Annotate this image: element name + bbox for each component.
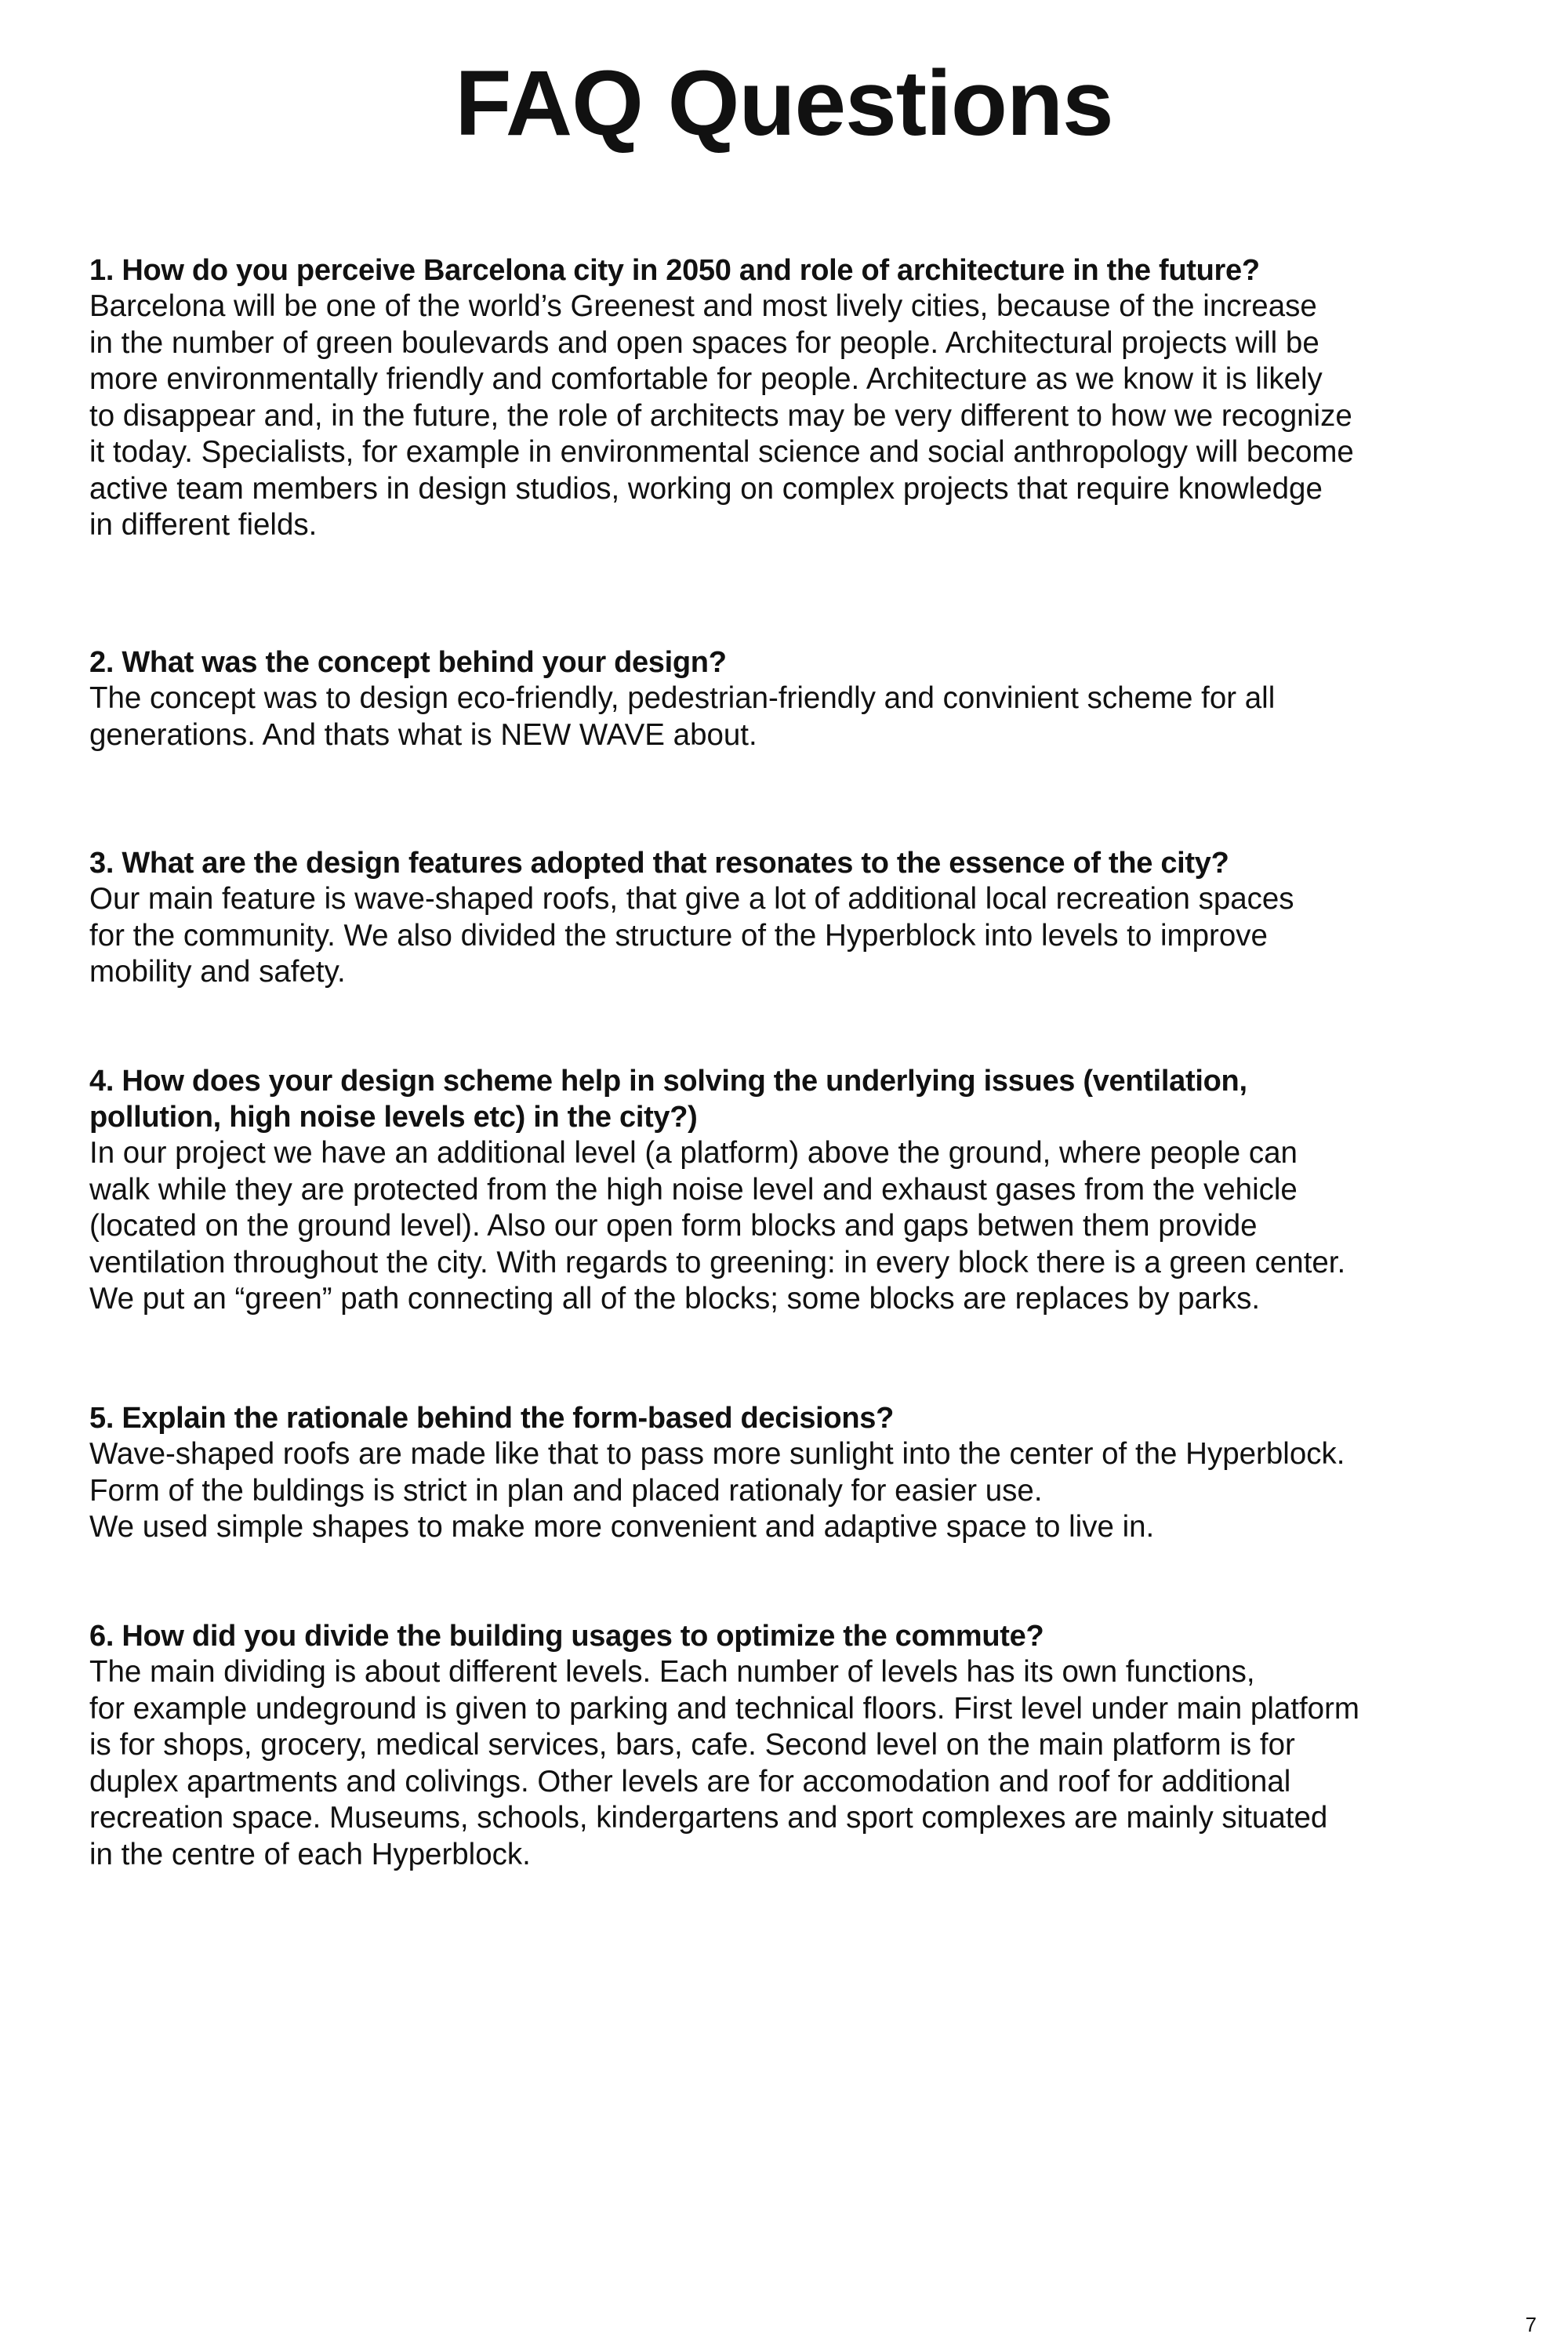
faq-answer-line: in the number of green boulevards and open spaces for people. Architectural projects will be [89,325,1319,360]
faq-answer-line: mobility and safety. [89,955,346,989]
faq-item-6 [89,1618,1532,1873]
faq-answer-line: We put an “green” path connecting all of the blocks; some blocks are replaces by parks. [89,1282,1261,1316]
faq-answer-line: (located on the ground level). Also our open form blocks and gaps betwen them provide [89,1209,1258,1243]
faq-answer-line: it today. Specialists, for example in environmental science and social anthropology will become [89,435,1354,469]
faq-item-5 [89,1400,1532,1546]
faq-answer-line: for example undeground is given to parking and technical floors. First level under main platform [89,1691,1359,1726]
faq-answer-line: ventilation throughout the city. With regards to greening: in every block there is a green center. [89,1245,1346,1279]
faq-question [89,845,1532,881]
faq-answer [89,1135,1532,1318]
faq-answer-line: recreation space. Museums, schools, kindergartens and sport complexes are mainly situated [89,1801,1328,1835]
faq-answer [89,1436,1532,1546]
faq-question [89,644,1532,681]
faq-answer-line: in the centre of each Hyperblock. [89,1837,531,1871]
faq-answer-line: in different fields. [89,508,318,542]
faq-answer-line: The concept was to design eco-friendly, pedestrian-friendly and convinient scheme for all [89,681,1276,715]
page-title: FAQ Questions [455,52,1113,155]
faq-question-line: 4. How does your design scheme help in solving the underlying issues (ventilation, [89,1065,1247,1098]
faq-answer-line: Form of the buldings is strict in plan and placed rationaly for easier use. [89,1473,1043,1508]
faq-answer [89,881,1532,991]
faq-answer-line: We used simple shapes to make more convenient and adaptive space to live in. [89,1510,1155,1544]
faq-answer-line: generations. And thats what is NEW WAVE about. [89,717,757,752]
faq-answer-line: to disappear and, in the future, the role of architects may be very different to how we recognize [89,398,1352,433]
faq-item-4 [89,1063,1532,1318]
faq-question-line: 6. How did you divide the building usages to optimize the commute? [89,1620,1044,1653]
faq-question [89,1063,1532,1135]
faq-answer-line: more environmentally friendly and comfortable for people. Architecture as we know it is likely [89,362,1323,396]
faq-question [89,1618,1532,1654]
faq-question-line: 1. How do you perceive Barcelona city in 2050 and role of architecture in the future? [89,254,1260,287]
faq-question-line: 2. What was the concept behind your design? [89,646,727,679]
faq-question [89,1400,1532,1436]
faq-answer-line: for the community. We also divided the structure of the Hyperblock into levels to improve [89,918,1268,953]
faq-answer-line: walk while they are protected from the high noise level and exhaust gases from the vehicle [89,1172,1298,1207]
faq-question-line: 3. What are the design features adopted that resonates to the essence of the city? [89,847,1229,880]
faq-answer [89,681,1532,753]
faq-item-3 [89,845,1532,991]
faq-question [89,252,1532,289]
faq-question-line: 5. Explain the rationale behind the form-based decisions? [89,1402,894,1435]
faq-answer-line: active team members in design studios, working on complex projects that require knowledge [89,471,1323,506]
faq-answer [89,289,1532,544]
page-number: 7 [1525,2313,1537,2336]
faq-answer-line: duplex apartments and colivings. Other levels are for accomodation and roof for additional [89,1764,1291,1798]
faq-answer-line: The main dividing is about different levels. Each number of levels has its own functions, [89,1655,1255,1689]
faq-item-1 [89,252,1532,544]
faq-answer-line: In our project we have an additional level (a platform) above the ground, where people can [89,1136,1298,1170]
faq-answer [89,1654,1532,1873]
faq-question-line: pollution, high noise levels etc) in the city?) [89,1101,698,1134]
faq-answer-line: is for shops, grocery, medical services, bars, cafe. Second level on the main platform is for [89,1728,1295,1762]
faq-answer-line: Our main feature is wave-shaped roofs, that give a lot of additional local recreation spaces [89,882,1294,916]
faq-item-2 [89,644,1532,753]
faq-answer-line: Wave-shaped roofs are made like that to pass more sunlight into the center of the Hyperblock. [89,1437,1345,1471]
faq-answer-line: Barcelona will be one of the world’s Greenest and most lively cities, because of the increase [89,289,1317,323]
